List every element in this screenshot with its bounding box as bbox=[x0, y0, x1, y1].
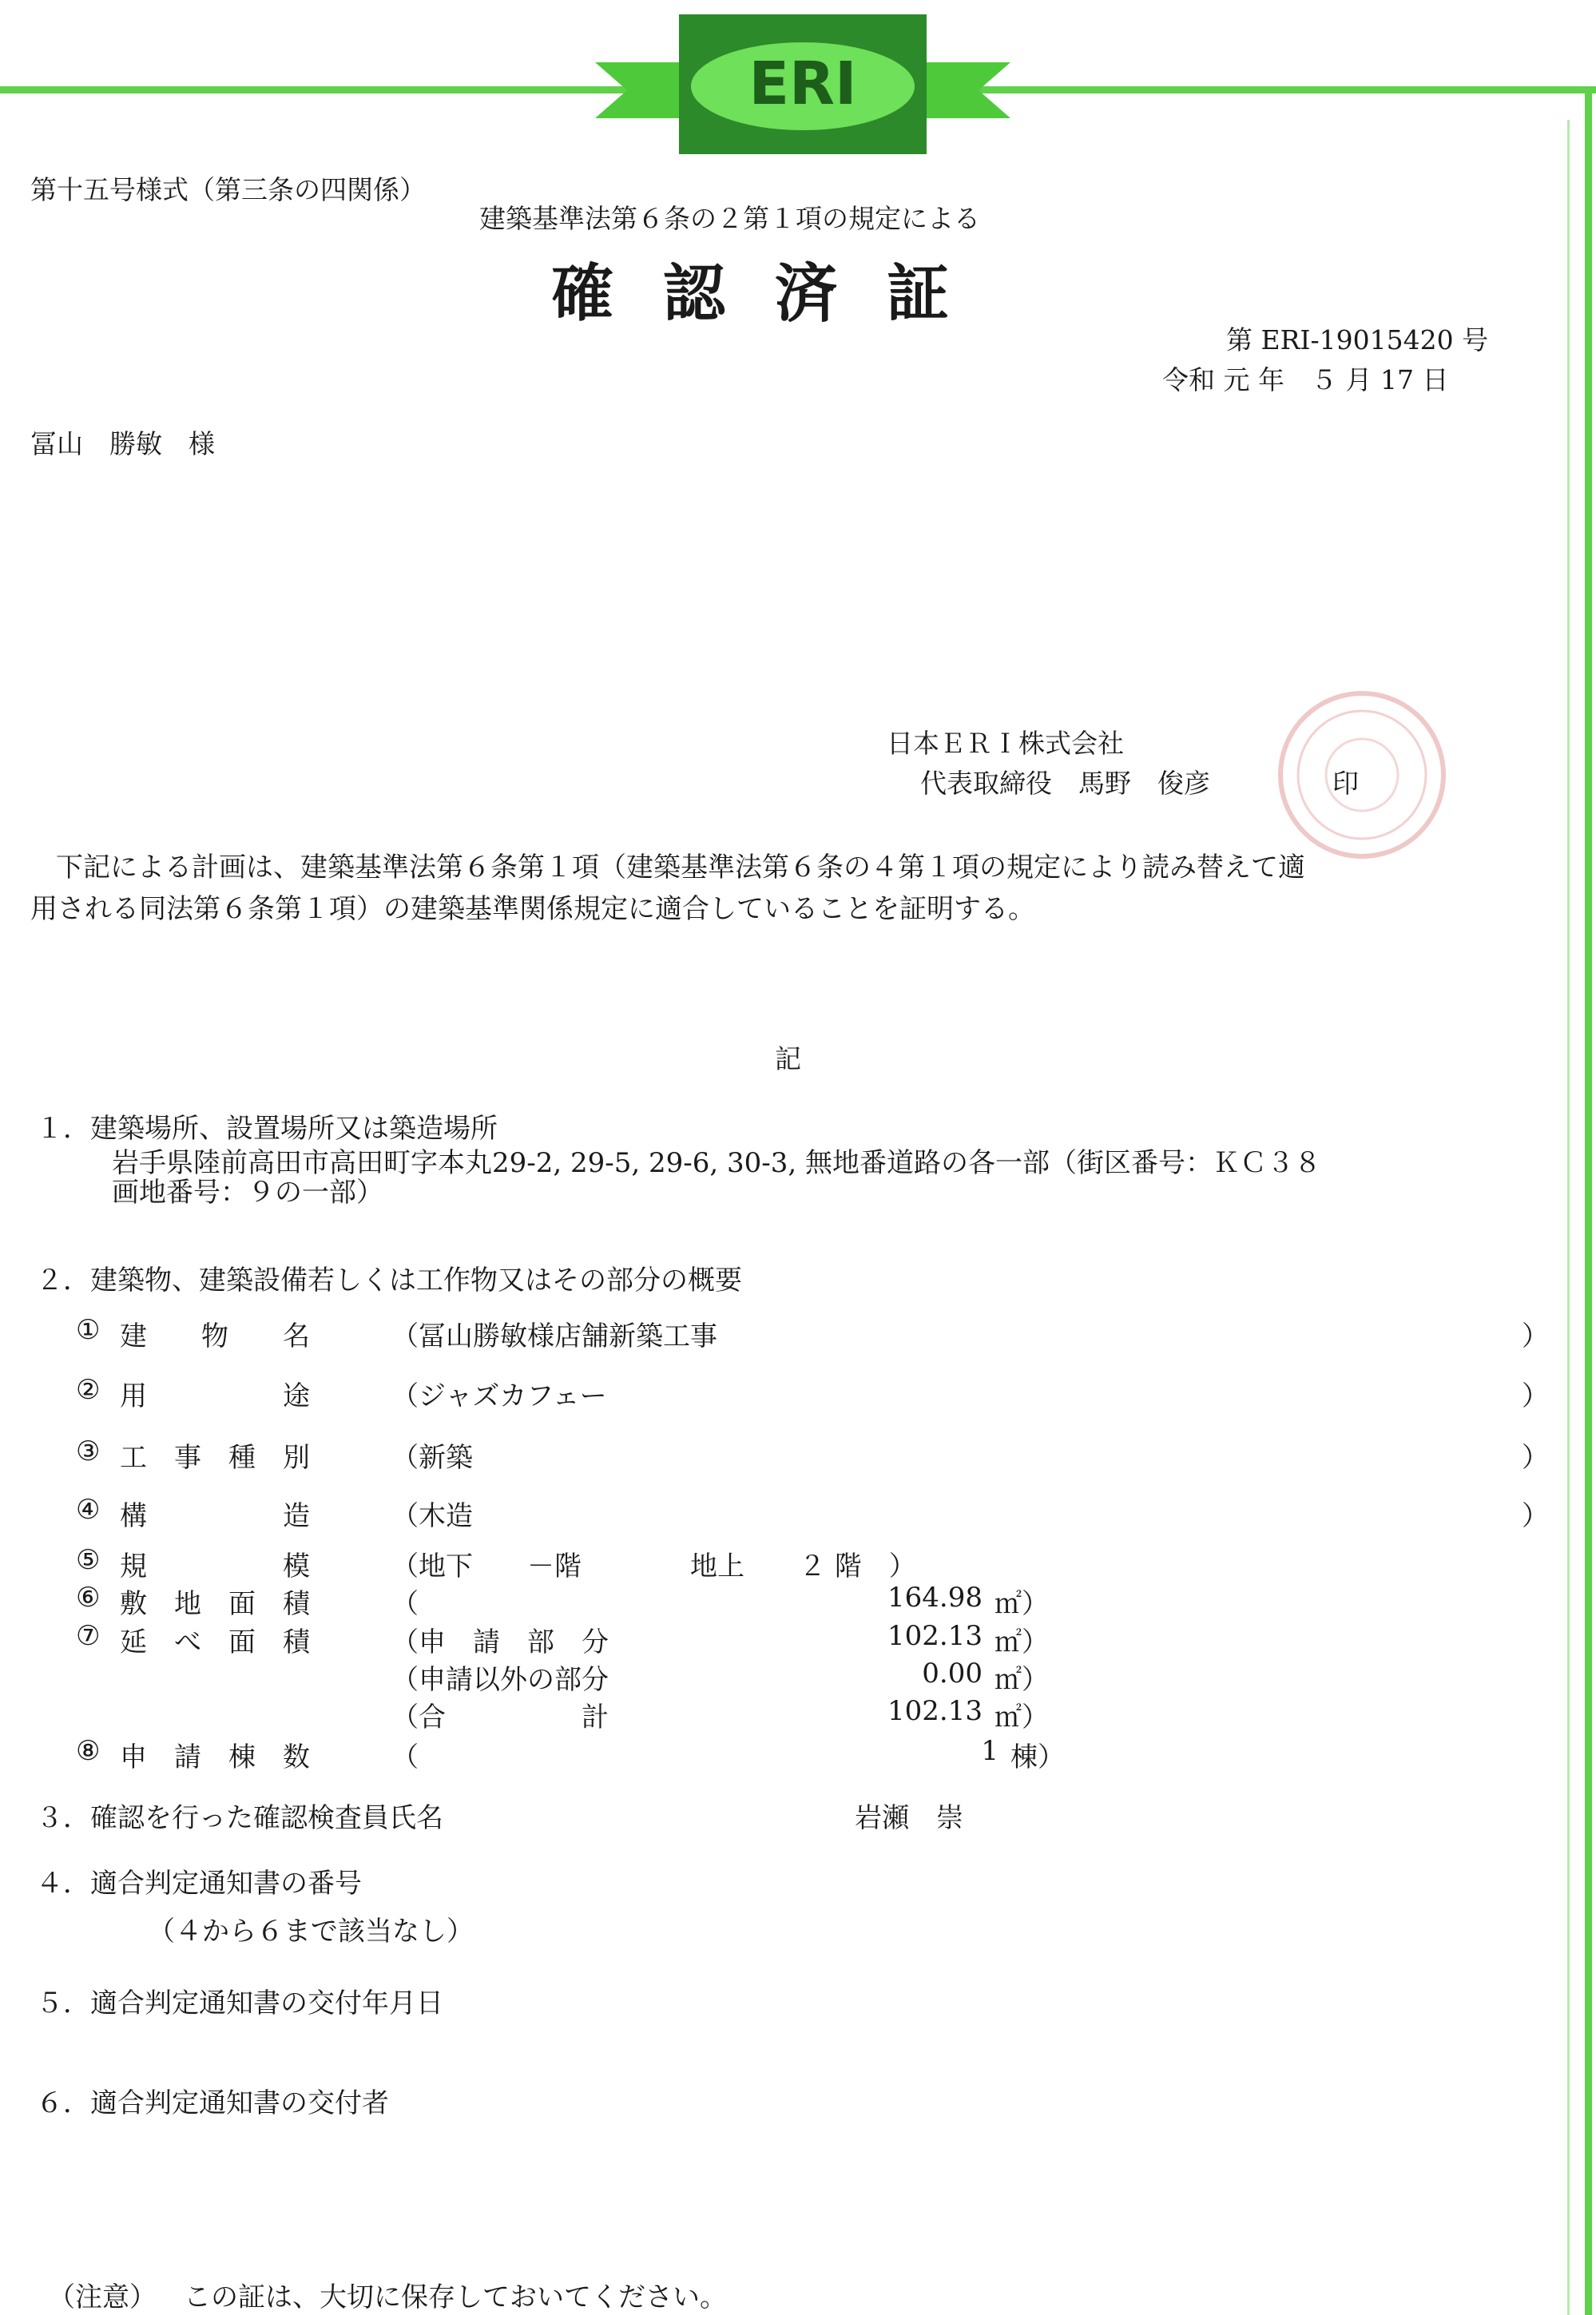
site-area-value: 164.98 bbox=[887, 1582, 983, 1614]
company-seal-stamp bbox=[1274, 687, 1450, 863]
floor-area-row-value: 0.00 bbox=[922, 1658, 983, 1690]
section-1-label: １．建築場所、設置場所又は築造場所 bbox=[36, 1113, 498, 1145]
floor-area-row-name: （申請以外の部分 bbox=[391, 1664, 609, 1696]
item-close-paren: ） bbox=[1522, 1500, 1549, 1532]
floor-area-row-value: 102.13 bbox=[887, 1695, 983, 1727]
footer-note-label: （注意） bbox=[48, 2281, 157, 2313]
form-number: 第十五号様式（第三条の四関係） bbox=[30, 174, 426, 205]
legal-basis: 建築基準法第６条の２第１項の規定による bbox=[479, 203, 980, 234]
floor-area-label: 延 べ 面 積 bbox=[120, 1626, 310, 1658]
section-4-label: ４．適合判定通知書の番号 bbox=[36, 1868, 362, 1900]
construction-type-value: （新築 bbox=[391, 1442, 473, 1474]
item-label: 工 事 種 別 bbox=[120, 1442, 310, 1474]
floor-area-row-unit: ㎡） bbox=[995, 1702, 1049, 1733]
item-mark: ④ bbox=[76, 1494, 101, 1526]
footer-note: この証は、大切に保存しておいてください。 bbox=[184, 2281, 727, 2313]
building-count-mark: ⑧ bbox=[76, 1735, 101, 1767]
item-label: 用 途 bbox=[120, 1380, 310, 1412]
building-name-value: （冨山勝敏様店舗新築工事 bbox=[391, 1320, 717, 1352]
ki-heading: 記 bbox=[775, 1043, 801, 1074]
item-close-paren: ） bbox=[1522, 1320, 1549, 1352]
site-area-unit: ㎡） bbox=[995, 1588, 1049, 1620]
statement-line-1: 下記による計画は、建築基準法第６条第１項（建築基準法第６条の４第１項の規定により読み替えて適 bbox=[56, 852, 1305, 884]
floor-area-row-unit: ㎡） bbox=[995, 1626, 1049, 1658]
site-area-open-paren: （ bbox=[391, 1588, 419, 1620]
cert-suffix: 号 bbox=[1462, 324, 1489, 355]
issue-date: 令和 元 年 ５ 月 17 日 bbox=[1162, 364, 1449, 395]
item-label: 建 物 名 bbox=[120, 1320, 310, 1352]
cert-prefix: 第 bbox=[1226, 324, 1253, 355]
section-4-note: （４から６まで該当なし） bbox=[148, 1916, 474, 1948]
structure-value: （木造 bbox=[391, 1500, 473, 1532]
site-area-mark: ⑥ bbox=[76, 1582, 101, 1614]
item-mark: ① bbox=[76, 1314, 101, 1346]
issuer-company: 日本ＥＲＩ株式会社 bbox=[887, 728, 1124, 759]
floor-area-row-name: （合 計 bbox=[391, 1702, 609, 1733]
seal-mark: 印 bbox=[1332, 768, 1359, 799]
frame-right-inner-line bbox=[1567, 120, 1570, 2315]
building-count-unit: 棟） bbox=[1010, 1741, 1065, 1773]
item-mark: ③ bbox=[76, 1435, 101, 1467]
building-count-label: 申 請 棟 数 bbox=[120, 1741, 310, 1773]
item-label: 構 造 bbox=[120, 1500, 310, 1532]
section-3-label: ３．確認を行った確認検査員氏名 bbox=[36, 1802, 443, 1834]
floor-area-mark: ⑦ bbox=[76, 1620, 101, 1652]
site-address-line-1: 岩手県陸前高田市高田町字本丸29-2, 29-5, 29-6, 30-3, 無地番道路の各一部（街区番号：ＫＣ３８ bbox=[112, 1147, 1321, 1179]
frame-right-border bbox=[1585, 86, 1592, 2315]
scale-label: 規 模 bbox=[120, 1551, 310, 1582]
scale-mark: ⑤ bbox=[76, 1544, 101, 1576]
use-value: （ジャズカフェー bbox=[391, 1380, 607, 1412]
floor-area-row-unit: ㎡） bbox=[995, 1664, 1049, 1696]
certificate-number-line bbox=[1226, 320, 1488, 357]
issuer-representative: 代表取締役 馬野 俊彦 bbox=[920, 768, 1210, 799]
floor-area-row-name: （申 請 部 分 bbox=[391, 1626, 609, 1658]
floor-area-row-value: 102.13 bbox=[887, 1620, 983, 1652]
logo-text: ERI bbox=[748, 50, 857, 118]
recipient-name: 冨山 勝敏 様 bbox=[30, 428, 215, 459]
item-mark: ② bbox=[76, 1374, 101, 1406]
site-address-line-2: 画地番号：９の一部） bbox=[112, 1177, 383, 1209]
item-close-paren: ） bbox=[1522, 1380, 1549, 1412]
section-5-label: ５．適合判定通知書の交付年月日 bbox=[36, 1987, 443, 2019]
site-area-label: 敷 地 面 積 bbox=[120, 1588, 310, 1620]
item-close-paren: ） bbox=[1522, 1442, 1549, 1474]
eri-logo bbox=[595, 14, 1010, 154]
statement-line-2: 用される同法第６条第１項）の建築基準関係規定に適合していることを証明する。 bbox=[30, 893, 1035, 925]
scale-value: （地下 －階 地上 ２ 階 ） bbox=[391, 1551, 916, 1582]
building-count-value: 1 bbox=[981, 1735, 998, 1767]
cert-number: ERI-19015420 bbox=[1261, 324, 1454, 355]
building-count-open-paren: （ bbox=[391, 1741, 419, 1773]
inspector-name: 岩瀬 崇 bbox=[855, 1802, 963, 1834]
section-6-label: ６．適合判定通知書の交付者 bbox=[36, 2087, 389, 2119]
page-title: 確認済証 bbox=[551, 257, 999, 330]
section-2-label: ２．建築物、建築設備若しくは工作物又はその部分の概要 bbox=[36, 1265, 742, 1296]
